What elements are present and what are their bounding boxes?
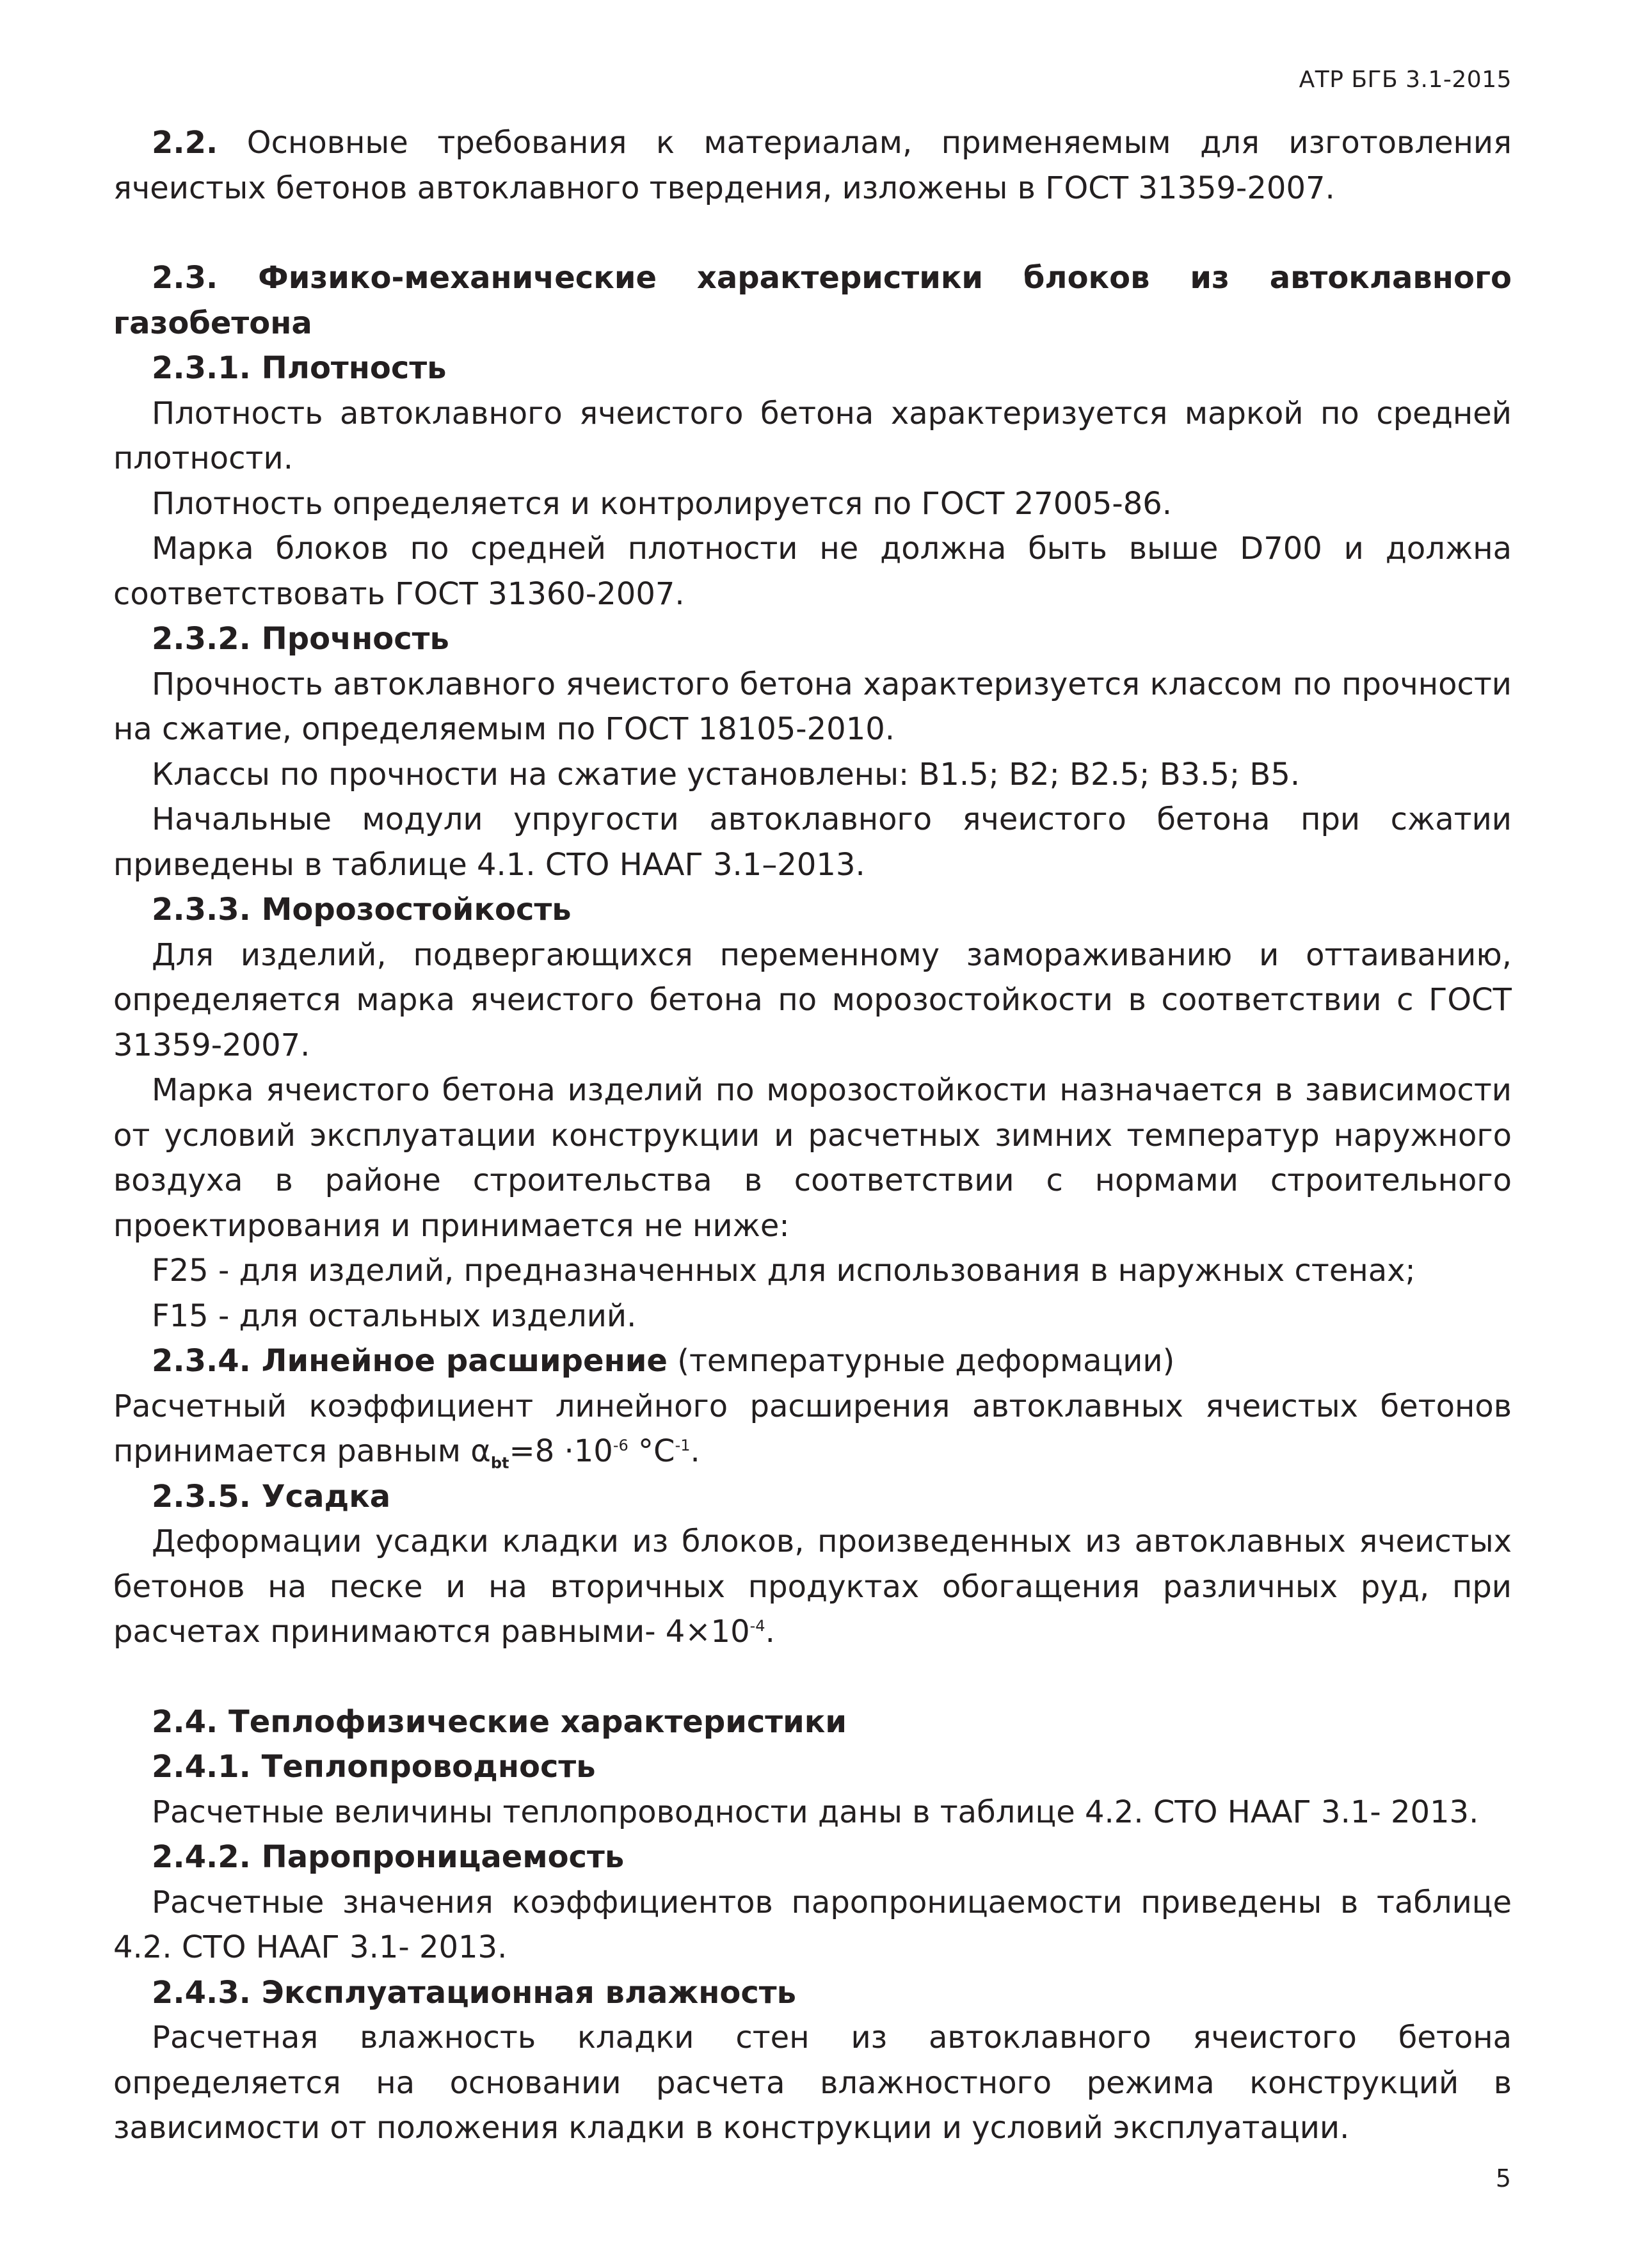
page-content [113,120,1512,2151]
section-2-3-1-paragraph-1: Плотность автоклавного ячеистого бетона характеризуется маркой по средней плотности. [113,395,1512,476]
section-2-3-1-paragraph-2: Плотность определяется и контролируется по ГОСТ 27005-86. [152,485,1173,522]
section-2-3-3-paragraph-1: Для изделий, подвергающихся переменному замораживанию и оттаиванию, определяется марка ячеистого бетона по морозостойкости в соответствии с ГОСТ 31359-2007. [113,937,1512,1063]
shrinkage-text: Деформации усадки кладки из блоков, произведенных из автоклавных ячеистых бетонов на песке и на вторичных продуктах обогащения различных руд, при расчетах принимаются равными- 4×10 [113,1524,1512,1650]
section-2-4-1-paragraph: Расчетные величины теплопроводности даны в таблице 4.2. СТО НААГ 3.1- 2013. [152,1794,1479,1830]
section-2-3-heading: 2.3. Физико-механические характеристики блоков из автоклавного газобетона [113,260,1512,341]
section-2-2-number: 2.2. [152,125,218,161]
shrinkage-exponent: -4 [749,1617,765,1635]
frost-grade-item-f25: F25 - для изделий, предназначенных для использования в наружных стенах; [152,1253,1416,1289]
section-2-2-paragraph [113,120,1512,211]
expansion-text: Расчетный коэффициент линейного расширения автоклавных ячеистых бетонов принимается равным α [113,1388,1512,1469]
section-2-3-3-heading: 2.3.3. Морозостойкость [152,892,572,928]
section-2-2-text: Основные требования к материалам, применяемым для изготовления ячеистых бетонов автоклавного твердения, изложены в ГОСТ 31359-2007. [113,125,1512,206]
section-2-4-3-paragraph: Расчетная влажность кладки стен из автоклавного ячеистого бетона определяется на основании расчета влажностного режима конструкций в зависимости от положения кладки в конструкции и условий эксплуатации. [113,2020,1512,2146]
section-2-3-3-paragraph-2: Марка ячеистого бетона изделий по морозостойкости назначается в зависимости от условий эксплуатации конструкции и расчетных зимних температур наружного воздуха в районе строительства в соответствии с нормами строительного проектирования и принимается не ниже: [113,1072,1512,1244]
section-2-4-3-heading: 2.4.3. Эксплуатационная влажность [152,1974,796,2011]
document-code: АТР БГБ 3.1-2015 [1299,67,1512,93]
section-2-3-1-paragraph-3: Марка блоков по средней плотности не должна быть выше D700 и должна соответствовать ГОСТ 31360-2007. [113,531,1512,612]
section-2-3-2-paragraph-1: Прочность автоклавного ячеистого бетона характеризуется классом по прочности на сжатие, определяемым по ГОСТ 18105-2010. [113,666,1512,747]
frost-grade-item-f15: F15 - для остальных изделий. [152,1298,637,1334]
unit-exponent: -1 [675,1436,691,1454]
spacer [113,1655,1512,1700]
section-2-3-4-heading-line [113,1339,1512,1384]
section-2-3-2-paragraph-2: Классы по прочности на сжатие установлены: B1.5; B2; B2.5; B3.5; B5. [152,756,1301,792]
section-2-3-5-heading: 2.3.5. Усадка [152,1478,391,1515]
section-2-3-1-heading: 2.3.1. Плотность [152,350,447,386]
expansion-end: . [690,1433,700,1469]
page-number: 5 [1495,2164,1511,2192]
section-2-3-4-heading: 2.3.4. Линейное расширение [152,1343,668,1379]
section-2-3-4-heading-note: (температурные деформации) [667,1343,1175,1379]
shrinkage-end: . [765,1614,775,1650]
section-2-3-4-paragraph [113,1384,1512,1474]
section-2-4-heading: 2.4. Теплофизические характеристики [152,1703,847,1740]
section-2-3-2-paragraph-3: Начальные модули упругости автоклавного ячеистого бетона при сжатии приведены в таблице 4.1. СТО НААГ 3.1–2013. [113,801,1512,883]
section-2-3-2-heading: 2.3.2. Прочность [152,621,449,657]
section-2-4-2-heading: 2.4.2. Паропроницаемость [152,1839,625,1875]
section-2-3-5-paragraph [113,1519,1512,1655]
section-2-4-1-heading: 2.4.1. Теплопроводность [152,1749,596,1785]
expansion-exponent: -6 [612,1436,628,1454]
alpha-subscript: bt [490,1454,509,1472]
expansion-unit: °С [628,1433,675,1469]
expansion-value: =8 ·10 [509,1433,613,1469]
section-2-4-2-paragraph: Расчетные значения коэффициентов паропроницаемости приведены в таблице 4.2. СТО НААГ 3.1- 2013. [113,1884,1512,1965]
spacer [113,211,1512,255]
